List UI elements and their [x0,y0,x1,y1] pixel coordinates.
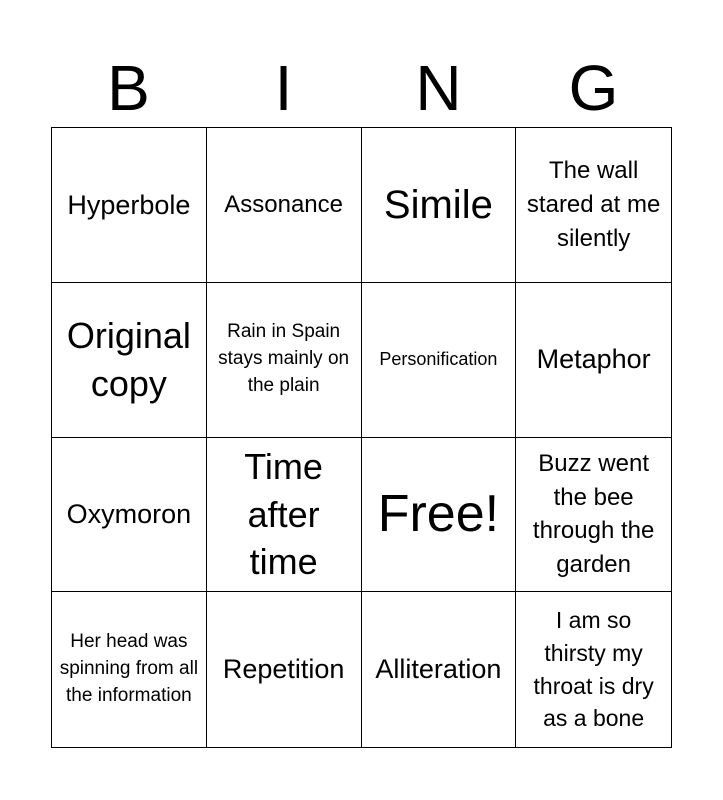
bingo-cell-label: Metaphor [536,344,651,375]
bingo-board [51,127,672,748]
bingo-cell-metaphor[interactable] [516,283,671,438]
bingo-cell-wall-stared[interactable] [516,128,671,283]
bingo-cell-label: Personification [379,348,498,369]
bingo-cell-personification[interactable] [362,283,517,438]
bingo-cell-label: Oxymoron [66,499,192,530]
bingo-cell-oxymoron[interactable] [52,438,207,593]
bingo-cell-buzz-bee[interactable] [516,438,671,593]
bingo-cell-rain-in-spain[interactable] [207,283,362,438]
bingo-cell-label: Original copy [66,315,191,404]
bingo-cell-original-copy[interactable] [52,283,207,438]
bingo-cell-label: Buzz went the bee through the garden [532,450,655,578]
bingo-cell-free-space[interactable] [362,438,517,593]
bingo-cell-assonance[interactable] [207,128,362,283]
bingo-cell-label: Time after time [244,446,323,583]
bingo-cell-time-after-time[interactable] [207,438,362,593]
bingo-cell-repetition[interactable] [207,592,362,747]
bingo-cell-label: Hyperbole [67,189,191,220]
bingo-cell-label: Repetition [222,654,345,685]
bingo-cell-label: Her head was spinning from all the information [59,631,199,707]
bingo-cell-simile[interactable] [362,128,517,283]
bingo-cell-label: Alliteration [375,654,502,685]
bingo-cell-alliteration[interactable] [362,592,517,747]
bingo-header [51,52,671,124]
header-letter-i: I [274,52,293,124]
bingo-cell-label: The wall stared at me silently [526,157,661,252]
header-letter-b: B [107,52,150,124]
header-letter-n: N [415,52,462,124]
bingo-cell-dry-as-bone[interactable] [516,592,671,747]
header-letter-g: G [568,52,619,124]
bingo-cell-head-spinning[interactable] [52,592,207,747]
bingo-cell-label: Simile [383,182,493,227]
bingo-cell-hyperbole[interactable] [52,128,207,283]
bingo-cell-label: Assonance [224,191,343,219]
bingo-cell-label: Rain in Spain stays mainly on the plain [218,321,350,397]
bingo-cell-label: Free! [377,484,500,543]
bingo-cell-label: I am so thirsty my throat is dry as a bone [533,607,654,732]
